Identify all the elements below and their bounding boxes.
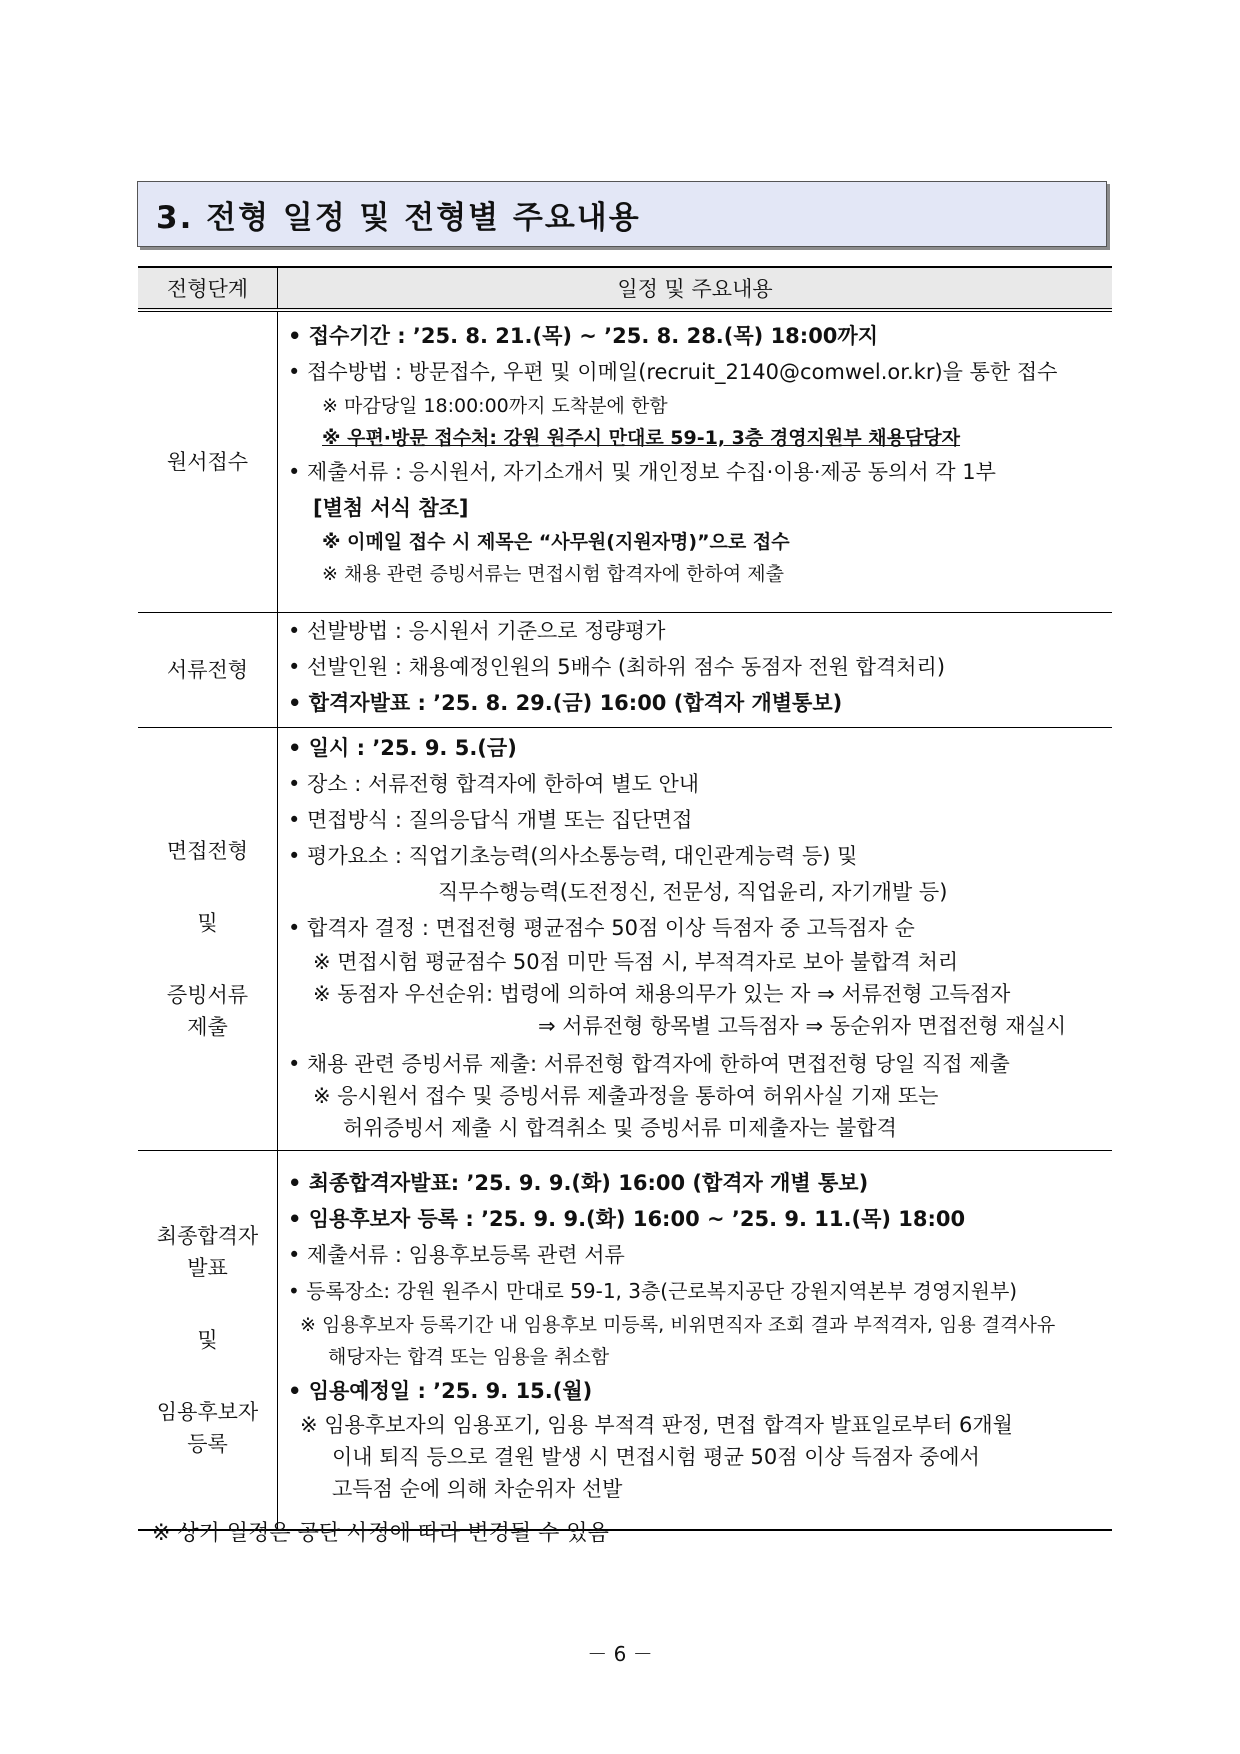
header-stage: 전형단계 [138, 267, 278, 310]
stage-label: 등록 [187, 1431, 228, 1456]
note-item: ※ 동점자 우선순위: 법령에 의하여 채용의무가 있는 자 ⇒ 서류전형 고득점자 [313, 981, 1011, 1006]
table-row [138, 310, 1112, 612]
stage-label: 및 [197, 910, 218, 935]
stage-cell [138, 310, 278, 612]
content-cell [278, 1150, 1113, 1530]
list-item: • 임용후보자 등록 : ’25. 9. 9.(화) 16:00 ~ ’25. 9. 11.(목) 18:00 [288, 1206, 966, 1231]
list-item: 직무수행능력(도전정신, 전문성, 직업윤리, 자기개발 등) [438, 879, 948, 904]
note-item: ※ 채용 관련 증빙서류는 면접시험 합격자에 한하여 제출 [322, 563, 784, 585]
list-item: • 합격자 결정 : 면접전형 평균점수 50점 이상 득점자 중 고득점자 순 [288, 915, 915, 940]
stage-label: 원서접수 [166, 449, 249, 474]
note-item: ※ 우편·방문 접수처: 강원 원주시 만대로 59-1, 3층 경영지원부 채용담당자 [322, 427, 961, 449]
list-item: • 등록장소: 강원 원주시 만대로 59-1, 3층(근로복지공단 강원지역본부 경영지원부) [288, 1278, 1018, 1303]
content-cell [278, 727, 1113, 1150]
note-item: 이내 퇴직 등으로 결원 발생 시 면접시험 평균 50점 이상 득점자 중에서 [332, 1444, 980, 1469]
stage-cell [138, 727, 278, 1150]
stage-cell [138, 612, 278, 727]
note-item: ※ 임용후보자의 임용포기, 임용 부적격 판정, 면접 합격자 발표일로부터 6개월 [300, 1412, 1013, 1437]
section-title: 3. 전형 일정 및 전형별 주요내용 [137, 181, 1107, 247]
stage-label: 제출 [187, 1014, 228, 1039]
content-cell [278, 612, 1113, 727]
stage-label: 면접전형 [166, 838, 249, 863]
note-item: 고득점 순에 의해 차순위자 선발 [332, 1476, 623, 1501]
stage-label: 최종합격자 [156, 1223, 259, 1248]
note-item: 해당자는 합격 또는 임용을 취소함 [328, 1345, 610, 1368]
schedule-table [138, 266, 1112, 1531]
list-item: • 접수방법 : 방문접수, 우편 및 이메일(recruit_2140@comwel.or.kr)을 통한 접수 [288, 360, 1058, 384]
stage-cell [138, 1150, 278, 1530]
list-item: • 제출서류 : 임용후보등록 관련 서류 [288, 1242, 625, 1267]
note-item: ⇒ 서류전형 항목별 고득점자 ⇒ 동순위자 면접전형 재실시 [538, 1013, 1067, 1038]
content-cell [278, 310, 1113, 612]
note-item: ※ 응시원서 접수 및 증빙서류 제출과정을 통하여 허위사실 기재 또는 [313, 1083, 939, 1108]
note-item: 허위증빙서 제출 시 합격취소 및 증빙서류 미제출자는 불합격 [343, 1115, 897, 1140]
list-item: • 최종합격자발표: ’25. 9. 9.(화) 16:00 (합격자 개별 통보) [288, 1170, 869, 1195]
list-item: • 선발인원 : 채용예정인원의 5배수 (최하위 점수 동점자 전원 합격처리) [288, 654, 946, 679]
list-item: • 장소 : 서류전형 합격자에 한하여 별도 안내 [288, 771, 700, 796]
note-item: ※ 이메일 접수 시 제목은 “사무원(지원자명)”으로 접수 [322, 531, 790, 553]
table-row [138, 612, 1112, 727]
note-item: ※ 면접시험 평균점수 50점 미만 득점 시, 부적격자로 보아 불합격 처리 [313, 949, 959, 974]
list-item: • 접수기간 : ’25. 8. 21.(목) ~ ’25. 8. 28.(목) 18:00까지 [288, 324, 878, 348]
stage-label: 및 [197, 1327, 218, 1352]
stage-label: 증빙서류 [166, 982, 249, 1007]
list-item: • 채용 관련 증빙서류 제출: 서류전형 합격자에 한하여 면접전형 당일 직접 제출 [288, 1051, 1010, 1076]
footnote: ※ 상기 일정은 공단 사정에 따라 변경될 수 있음 [152, 1521, 609, 1546]
stage-label: 임용후보자 [156, 1399, 259, 1424]
table-row [138, 1150, 1112, 1530]
list-item: • 제출서류 : 응시원서, 자기소개서 및 개인정보 수집·이용·제공 동의서 각 1부 [288, 460, 996, 484]
stage-label: 서류전형 [166, 657, 249, 682]
stage-label: 발표 [187, 1255, 228, 1280]
list-item: • 선발방법 : 응시원서 기준으로 정량평가 [288, 618, 666, 643]
list-item: • 평가요소 : 직업기초능력(의사소통능력, 대인관계능력 등) 및 [288, 843, 858, 868]
header-content: 일정 및 주요내용 [278, 267, 1113, 310]
list-item: • 임용예정일 : ’25. 9. 15.(월) [288, 1378, 593, 1403]
list-item: • 일시 : ’25. 9. 5.(금) [288, 735, 517, 760]
list-item: [별첨 서식 참조] [313, 496, 469, 520]
list-item: • 합격자발표 : ’25. 8. 29.(금) 16:00 (합격자 개별통보) [288, 690, 843, 715]
note-item: ※ 마감당일 18:00:00까지 도착분에 한함 [322, 395, 668, 417]
list-item: • 면접방식 : 질의응답식 개별 또는 집단면접 [288, 807, 693, 832]
page-number: － 6 － [587, 1642, 653, 1666]
table-header-row [138, 267, 1112, 310]
table-row [138, 727, 1112, 1150]
note-item: ※ 임용후보자 등록기간 내 임용후보 미등록, 비위면직자 조회 결과 부적격자, 임용 결격사유 [300, 1313, 1056, 1336]
